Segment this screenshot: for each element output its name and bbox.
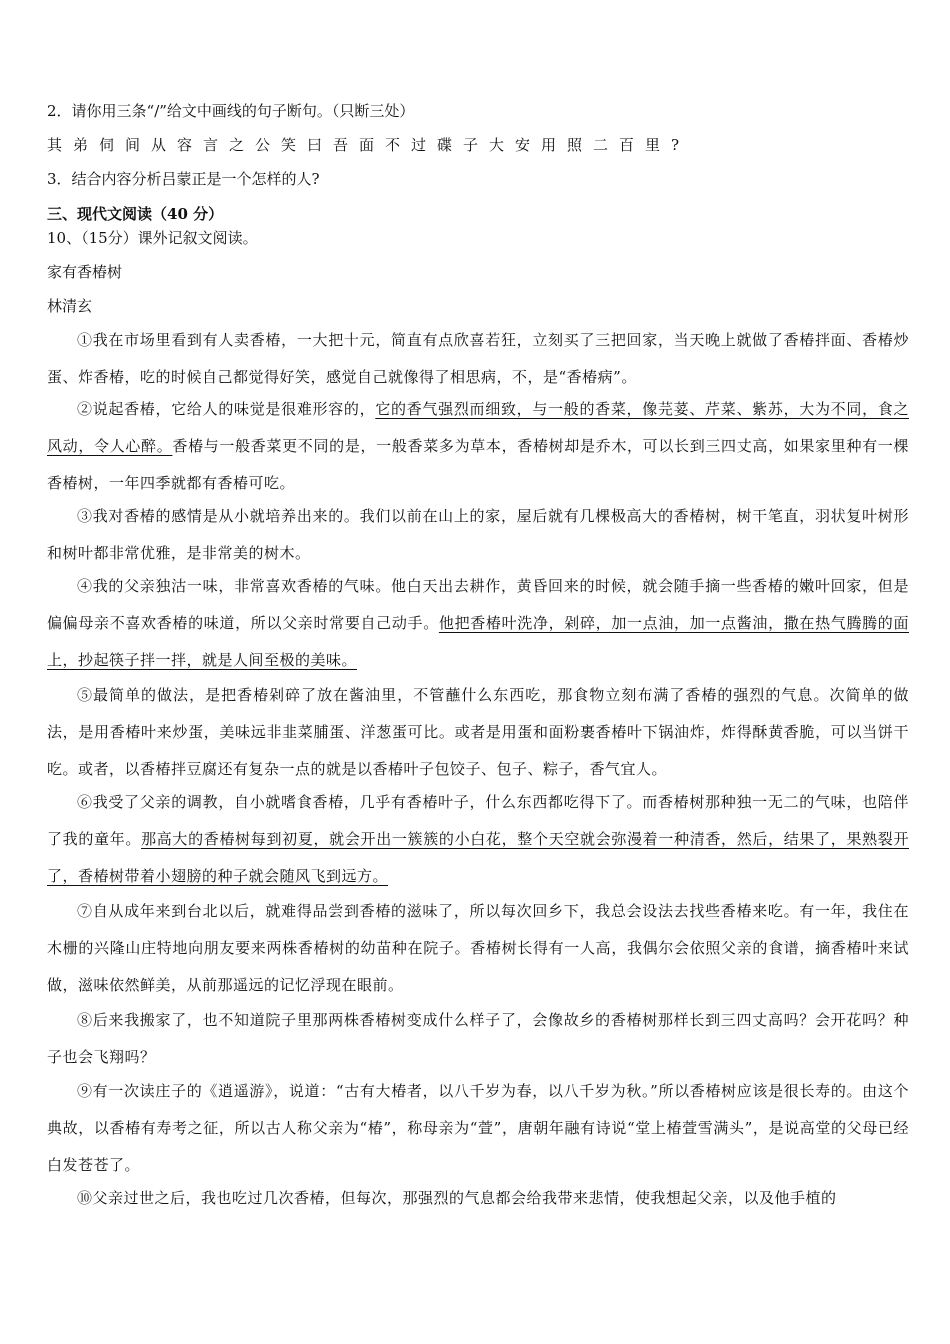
paragraph-6 xyxy=(47,784,909,895)
paragraph-2 xyxy=(47,391,909,502)
paragraph-10: ⑩父亲过世之后，我也吃过几次香椿，但每次，那强烈的气息都会给我带来悲情，使我想起父亲，以及他手植的 xyxy=(77,1189,837,1207)
article-author: 林清玄 xyxy=(47,297,93,315)
question-3: 3．结合内容分析吕蒙正是一个怎样的人? xyxy=(47,170,320,188)
paragraph-7: ⑦自从成年来到台北以后，就难得品尝到香椿的滋味了，所以每次回乡下，我总会设法去找些香椿来吃。有一年，我住在木栅的兴隆山庄特地向朋友要来两株香椿树的幼苗种在院子。香椿树长得有一人高，我偶尔会依照父亲的食谱，摘香椿叶来试做，滋味依然鲜美，从前那遥远的记忆浮现在眼前。 xyxy=(47,902,909,994)
paragraph-4 xyxy=(47,568,909,679)
paragraph-1: ①我在市场里看到有人卖香椿，一大把十元，简直有点欣喜若狂，立刻买了三把回家，当天晚上就做了香椿拌面、香椿炒蛋、炸香椿，吃的时候自己都觉得好笑，感觉自己就像得了相思病，不，是“香椿病”。 xyxy=(47,331,909,386)
paragraph-6-underlined: 那高大的香椿树每到初夏，就会开出一簇簇的小白花，整个天空就会弥漫着一种清香，然后，结果了，果熟裂开了，香椿树带着小翅膀的种子就会随风飞到远方。 xyxy=(47,830,909,885)
paragraph-9: ⑨有一次读庄子的《逍遥游》，说道：“古有大椿者，以八千岁为春，以八千岁为秋。”所以香椿树应该是很长寿的。由这个典故，以香椿有寿考之征，所以古人称父亲为“椿”，称母亲为“萱”，唐朝年融有诗说“堂上椿萱雪满头”，是说高堂的父母已经白发苍苍了。 xyxy=(47,1082,909,1174)
paragraph-8: ⑧后来我搬家了，也不知道院子里那两株香椿树变成什么样子了，会像故乡的香椿树那样长到三四丈高吗？会开花吗？种子也会飞翔吗？ xyxy=(47,1011,909,1066)
paragraph-3: ③我对香椿的感情是从小就培养出来的。我们以前在山上的家，屋后就有几棵极高大的香椿树，树干笔直，羽状复叶树形和树叶都非常优雅，是非常美的树木。 xyxy=(47,507,909,562)
question-10: 10、（15分）课外记叙文阅读。 xyxy=(47,229,258,247)
paragraph-5: ⑤最简单的做法，是把香椿剁碎了放在酱油里，不管蘸什么东西吃，那食物立刻布满了香椿的强烈的气息。次简单的做法，是用香椿叶来炒蛋，美味远非韭菜脯蛋、洋葱蛋可比。或者是用蛋和面粉裹香椿叶下锅油炸，炸得酥黄香脆，可以当饼干吃。或者，以香椿拌豆腐还有复杂一点的就是以香椿叶子包饺子、包子、粽子，香气宜人。 xyxy=(47,686,909,778)
paragraph-4-underlined: 他把香椿叶洗净，剁碎，加一点油，加一点酱油，撒在热气腾腾的面上，抄起筷子拌一拌，就是人间至极的美味。 xyxy=(47,614,909,669)
question-2: 2．请你用三条“/”给文中画线的句子断句。（只断三处） xyxy=(47,102,415,120)
section-heading: 三、现代文阅读（40 分） xyxy=(47,205,224,223)
paragraph-6-text-a: ⑥我受了父亲的调教，自小就嗜食香椿，几乎有香椿叶子，什么东西都吃得下了。而香椿树那种独一无二的气味，也陪伴了我的童年。 xyxy=(47,793,909,848)
question-2-sentence: 其弟伺间从容言之公笑曰吾面不过碟子大安用照二百里? xyxy=(47,136,691,154)
paragraph-4-text-a: ④我的父亲独沽一味，非常喜欢香椿的气味。他白天出去耕作，黄昏回来的时候，就会随手摘一些香椿的嫩叶回家，但是偏偏母亲不喜欢香椿的味道，所以父亲时常要自己动手。 xyxy=(47,577,909,632)
paragraph-2-text-a: ②说起香椿，它给人的味觉是很难形容的， xyxy=(77,400,376,418)
paragraph-2-underlined: 它的香气强烈而细致，与一般的香菜，像芫荽、芹菜、紫苏，大为不同，食之风动，令人心醉。 xyxy=(47,400,909,455)
paragraph-2-text-b: 香椿与一般香菜更不同的是，一般香菜多为草本，香椿树却是乔木，可以长到三四丈高，如果家里种有一棵香椿树，一年四季就都有香椿可吃。 xyxy=(47,437,909,492)
article-title: 家有香椿树 xyxy=(47,263,123,281)
